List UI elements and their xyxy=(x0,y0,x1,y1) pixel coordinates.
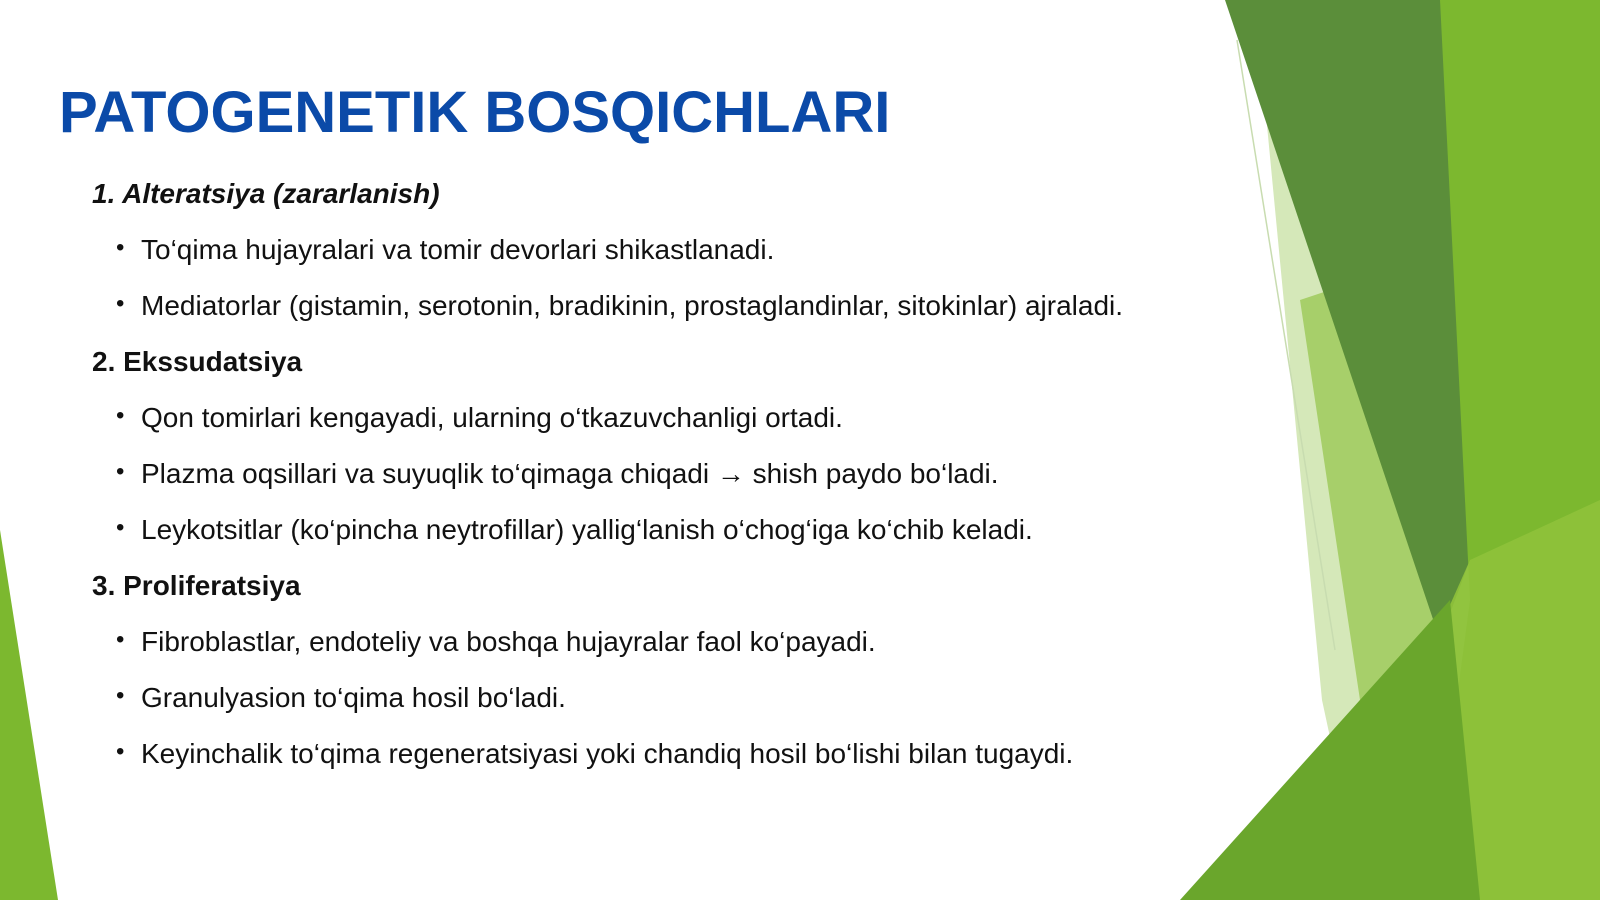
bullet-list-ekssudatsiya xyxy=(92,390,1222,558)
bullet-icon: • xyxy=(116,626,125,653)
list-item xyxy=(92,670,1222,726)
list-item xyxy=(92,614,1222,670)
section-heading-proliferatsiya: 3. Proliferatsiya xyxy=(92,570,301,601)
list-item-text: Qon tomirlari kengayadi, ularning o‘tkazuvchanligi ortadi. xyxy=(141,402,843,433)
bullet-icon: • xyxy=(116,290,125,317)
bullet-icon: • xyxy=(116,234,125,261)
list-item xyxy=(92,222,1222,278)
bullet-icon: • xyxy=(116,682,125,709)
bullet-list-proliferatsiya xyxy=(92,614,1222,782)
list-item-text: Keyinchalik to‘qima regeneratsiyasi yoki chandiq hosil bo‘lishi bilan tugaydi. xyxy=(141,738,1074,769)
list-item xyxy=(92,278,1222,334)
list-item xyxy=(92,446,1222,502)
page-title: PATOGENETIK BOSQICHLARI xyxy=(59,80,891,145)
list-item-text: Fibroblastlar, endoteliy va boshqa hujayralar faol ko‘payadi. xyxy=(141,626,876,657)
bullet-icon: • xyxy=(116,738,125,765)
list-item xyxy=(92,390,1222,446)
bullet-list-alteratsiya xyxy=(92,222,1222,334)
list-item-text: Plazma oqsillari va suyuqlik to‘qimaga chiqadi → shish paydo bo‘ladi. xyxy=(141,458,999,489)
section-heading-ekssudatsiya: 2. Ekssudatsiya xyxy=(92,346,303,377)
green-left-shape xyxy=(0,530,58,900)
section-heading-alteratsiya: 1. Alteratsiya (zararlanish) xyxy=(92,178,440,209)
list-item-text: To‘qima hujayralari va tomir devorlari shikastlanadi. xyxy=(141,234,775,265)
list-item xyxy=(92,726,1222,782)
list-item xyxy=(92,502,1222,558)
list-item-text: Granulyasion to‘qima hosil bo‘ladi. xyxy=(141,682,566,713)
list-item-text: Leykotsitlar (ko‘pincha neytrofillar) yallig‘lanish o‘chog‘iga ko‘chib keladi. xyxy=(141,514,1033,545)
list-item-text: Mediatorlar (gistamin, serotonin, bradikinin, prostaglandinlar, sitokinlar) ajraladi. xyxy=(141,290,1124,321)
content-list xyxy=(92,166,1222,782)
bullet-icon: • xyxy=(116,514,125,541)
bullet-icon: • xyxy=(116,402,125,429)
bullet-icon: • xyxy=(116,458,125,485)
